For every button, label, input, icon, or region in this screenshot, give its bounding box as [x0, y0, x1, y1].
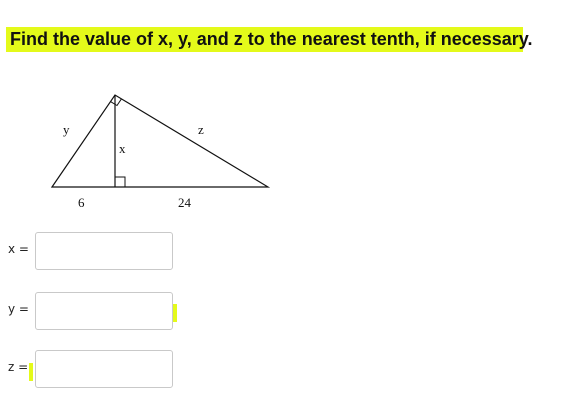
answer-row-z — [0, 350, 200, 390]
answer-label-z: z = — [8, 360, 29, 374]
base-right-angle-mark — [115, 177, 125, 187]
highlight-mark-z — [29, 363, 33, 381]
label-right-base: 24 — [178, 195, 191, 210]
highlight-mark-y — [173, 304, 177, 322]
z-answer-input[interactable] — [35, 350, 173, 388]
label-x: x — [119, 141, 126, 156]
label-z: z — [198, 122, 204, 137]
answer-label-y: y = — [8, 302, 29, 316]
question-instruction: Find the value of x, y, and z to the nearest tenth, if necessary. — [6, 27, 523, 52]
answer-label-x: x = — [8, 242, 29, 256]
label-y: y — [63, 122, 70, 137]
answer-row-x — [0, 232, 200, 272]
triangle-outline — [52, 95, 268, 187]
y-answer-input[interactable] — [35, 292, 173, 330]
label-left-base: 6 — [78, 195, 85, 210]
x-answer-input[interactable] — [35, 232, 173, 270]
answer-row-y — [0, 292, 200, 332]
